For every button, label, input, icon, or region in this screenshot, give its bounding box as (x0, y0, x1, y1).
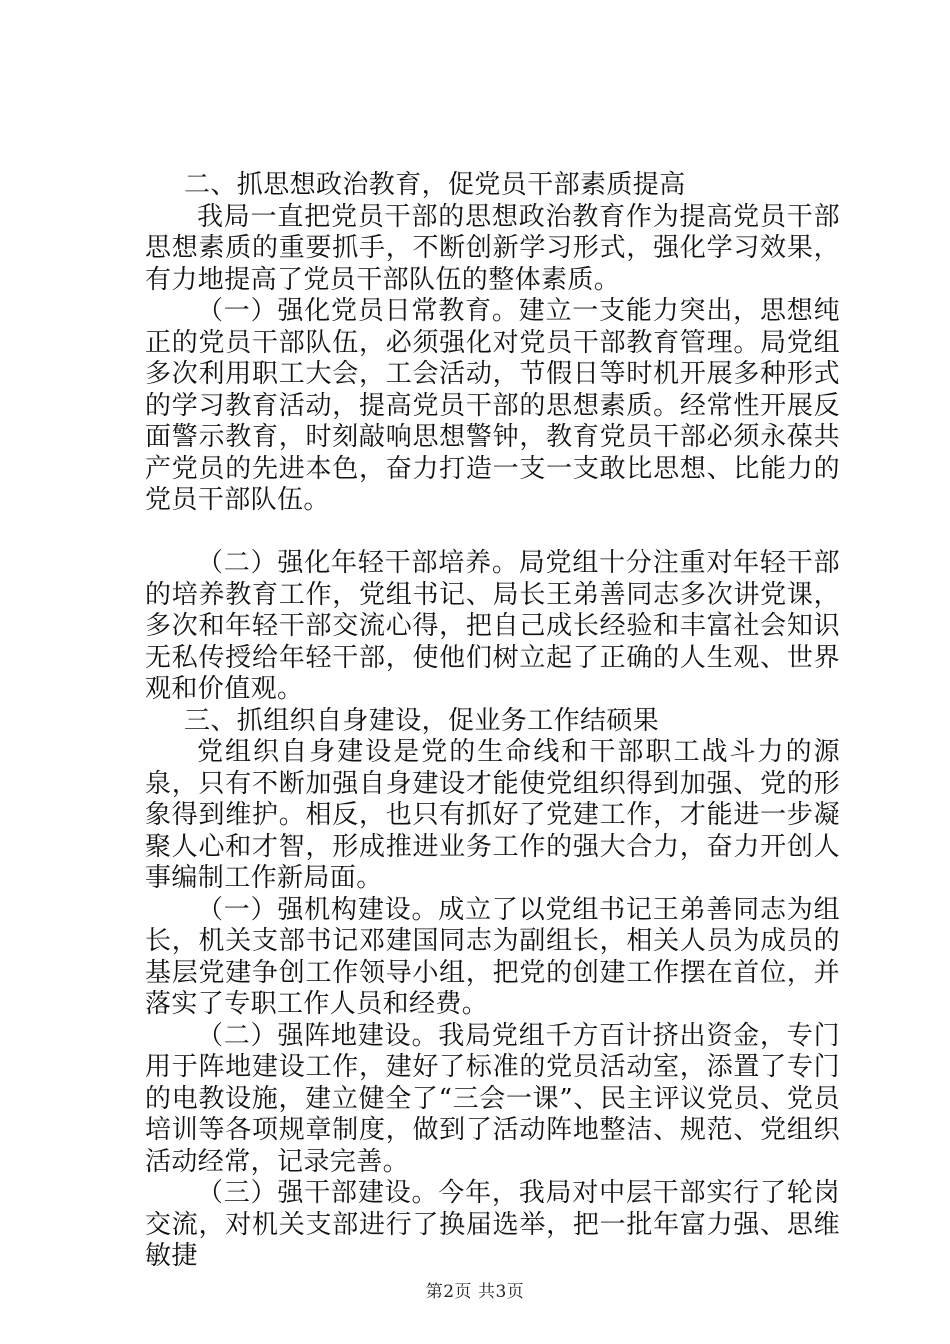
subsection-paragraph: （一）强化党员日常教育。建立一支能力突出，思想纯正的党员干部队伍，必须强化对党员干部教育管理。局党组多次利用职工大会，工会活动，节假日等时机开展多种形式的学习教育活动，提高党员干部的思想素质。经常性开展反面警示教育，时刻敲响思想警钟，教育党员干部必须永葆共产党员的先进本色，奋力打造一支一支敢比思想、比能力的党员干部队伍。 (145, 296, 840, 515)
body-paragraph: 党组织自身建设是党的生命线和干部职工战斗力的源泉，只有不断加强自身建设才能使党组织得到加强、党的形象得到维护。相反，也只有抓好了党建工作，才能进一步凝聚人心和才智，形成推进业务工作的强大合力，奋力开创人事编制工作新局面。 (145, 737, 840, 893)
section-heading-2: 二、抓思想政治教育，促党员干部素质提高 (184, 170, 686, 200)
subsection-paragraph: （二）强化年轻干部培养。局党组十分注重对年轻干部的培养教育工作，党组书记、局长王弟善同志多次讲党课，多次和年轻干部交流心得，把自己成长经验和丰富社会知识无私传授给年轻干部，使他们树立起了正确的人生观、世界观和价值观。 (145, 548, 840, 704)
body-paragraph: 我局一直把党员干部的思想政治教育作为提高党员干部思想素质的重要抓手，不断创新学习形式，强化学习效果，有力地提高了党员干部队伍的整体素质。 (145, 201, 840, 295)
subsection-paragraph: （二）强阵地建设。我局党组千方百计挤出资金，专门用于阵地建设工作，建好了标准的党员活动室，添置了专门的电教设施，建立健全了“三会一课”、民主评议党员、党员培训等各项规章制度，做到了活动阵地整洁、规范、党组织活动经常，记录完善。 (145, 1020, 840, 1177)
subsection-paragraph: （一）强机构建设。成立了以党组书记王弟善同志为组长，机关支部书记邓建国同志为副组长，相关人员为成员的基层党建争创工作领导小组，把党的创建工作摆在首位，并落实了专职工作人员和经费。 (145, 894, 840, 1019)
document-body (145, 170, 840, 1273)
subsection-paragraph: （三）强干部建设。今年，我局对中层干部实行了轮岗交流，对机关支部进行了换届选举，把一批年富力强、思维敏捷 (145, 1178, 840, 1271)
section-heading-3: 三、抓组织自身建设，促业务工作结硕果 (184, 705, 660, 736)
page-number-footer: 第2页 共3页 (425, 1282, 525, 1302)
